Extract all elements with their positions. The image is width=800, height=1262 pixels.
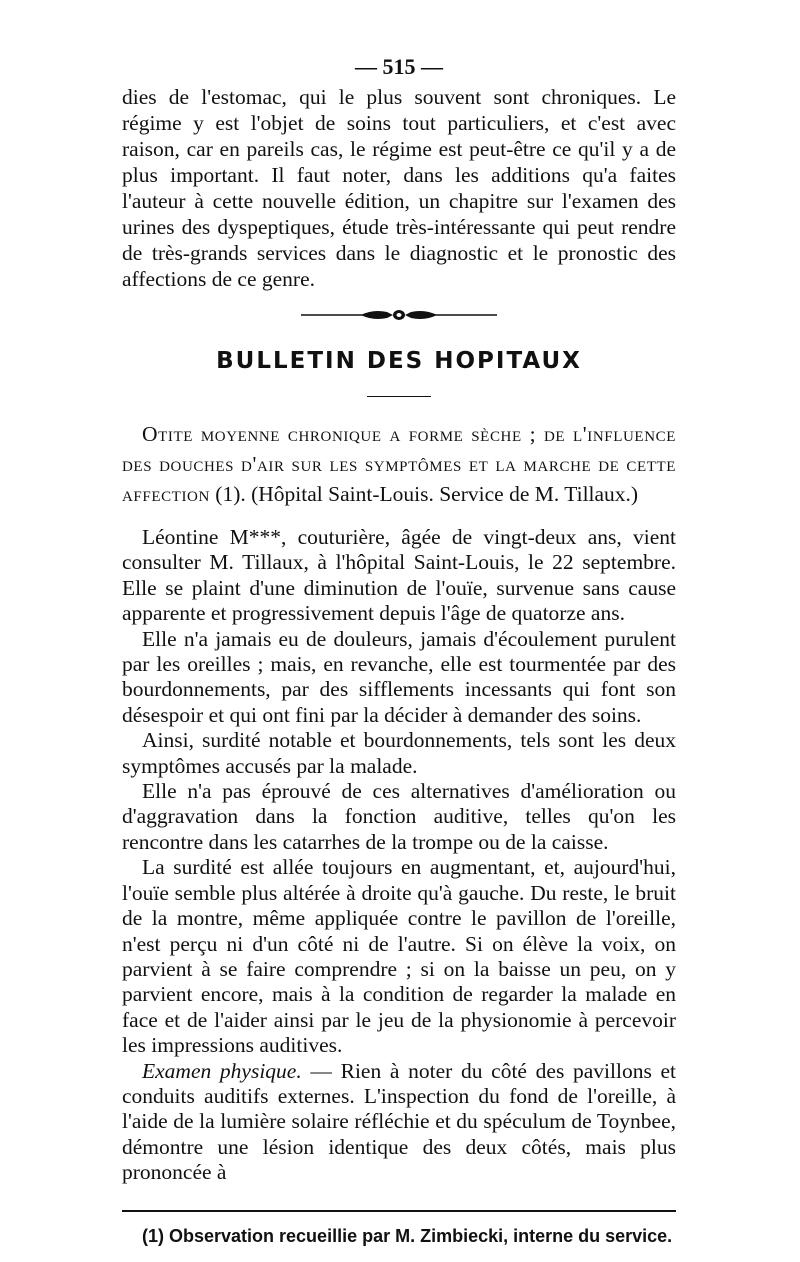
page-number: — 515 — (355, 54, 443, 79)
ornament-icon (301, 308, 497, 322)
section-heading: BULLETIN DES HOPITAUX (216, 348, 582, 374)
article-location: (Hôpital Saint-Louis. Service de M. Tillaux.) (251, 482, 639, 506)
body-paragraph: Léontine M***, couturière, âgée de vingt-deux ans, vient consulter M. Tillaux, à l'hôpital Saint-Louis, le 22 septembre. Elle se plaint d'une diminution de l'ouïe, survenue sans cause apparente et progressivement depuis l'âge de quatorze ans. (122, 525, 676, 626)
article-title-caps: Otite moyenne chronique a forme sèche ; de l'influence des douches d'air sur les symptômes et la marche de cette affection (122, 422, 676, 506)
body-paragraph: Elle n'a pas éprouvé de ces alternatives d'amélioration ou d'aggravation dans la fonction auditive, telles qu'on les rencontre dans les catarrhes de la trompe ou de la caisse. (122, 779, 676, 854)
body-paragraph: Elle n'a jamais eu de douleurs, jamais d'écoulement purulent par les oreilles ; mais, en revanche, elle est tourmentée par des bourdonnements, par des sifflements incessants qui font son désespoir et qui ont fini par la décider à demander des soins. (122, 626, 676, 727)
heading-rule (367, 396, 431, 397)
exam-paragraph (122, 1059, 676, 1186)
body-paragraph: Ainsi, surdité notable et bourdonnements, tels sont les deux symptômes accusés par la malade. (122, 728, 676, 778)
footnote-rule (122, 1210, 676, 1212)
footnote-reference: (1). (215, 482, 246, 506)
ornament-divider (122, 308, 676, 322)
article-body (122, 525, 676, 1186)
body-paragraph: La surdité est allée toujours en augmentant, et, aujourd'hui, l'ouïe semble plus altérée à droite qu'à gauche. Du reste, le bruit de la montre, même appliquée contre le pavillon de l'oreille, n'est perçu ni d'un côté ni de l'autre. Si on élève la voix, on parvient à se faire comprendre ; si on la baisse un peu, on y parvient encore, mais à la condition de regarder la malade en face et de l'aider ainsi par le jeu de la physionomie à percevoir les impressions auditives. (122, 855, 676, 1058)
exam-text: Rien à noter du côté des pavillons et conduits auditifs externes. L'inspection du fond de l'oreille, à l'aide de la lumière solaire réfléchie et du spéculum de Toynbee, démontre une lésion identique des deux côtés, mais plus prononcée à (122, 1058, 677, 1185)
article-title (122, 419, 676, 509)
exam-dash: — (301, 1058, 341, 1083)
exam-label: Examen physique. (142, 1058, 302, 1083)
intro-paragraph: dies de l'estomac, qui le plus souvent sont chroniques. Le régime y est l'objet de soins tout particuliers, et c'est avec raison, car en pareils cas, le régime est peut-être ce qu'il y a de plus important. Il faut noter, dans les additions qu'a faites l'auteur à cette nouvelle édition, un chapitre sur l'examen des urines des dyspeptiques, étude très-intéressante qui peut rendre de très-grands services dans le diagnostic et le pronostic des affections de ce genre. (122, 85, 676, 291)
book-page (122, 50, 676, 1248)
footnote: (1) Observation recueillie par M. Zimbiecki, interne du service. (142, 1225, 673, 1246)
